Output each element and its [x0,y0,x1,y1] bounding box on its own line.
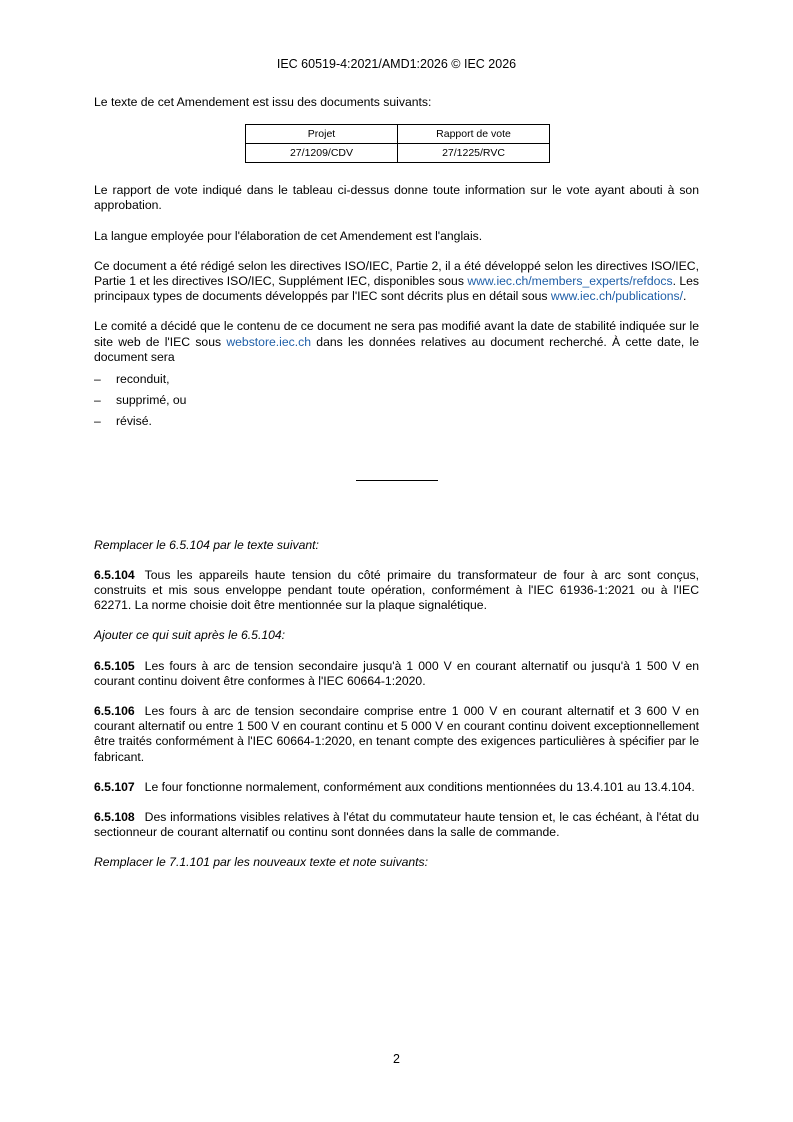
clause-number: 6.5.105 [94,658,135,673]
vote-table [245,124,550,163]
clause-number: 6.5.107 [94,779,135,794]
refdocs-link[interactable]: www.iec.ch/members_experts/refdocs [467,274,673,289]
intro-paragraph: Le texte de cet Amendement est issu des documents suivants: [94,95,432,109]
page-header: IEC 60519-4:2021/AMD1:2026 © IEC 2026 [276,57,517,71]
dash-marker: – [94,414,101,429]
list-item [94,393,699,408]
stability-text: Le comité a décidé que le contenu de ce document ne sera pas modifié avant la date de stabilité indiquée sur le site web de l'IEC sous [94,319,699,349]
dash-list [94,372,699,430]
directives-text: . Les principaux types de documents développés par l'IEC sont décrits plus en détail sous [94,274,699,304]
vote-table-header-cell: Projet [246,125,398,144]
instruction-replace-6-5-104: Remplacer le 6.5.104 par le texte suivant: [94,537,319,552]
clause-text: Les fours à arc de tension secondaire jusqu'à 1 000 V en courant alternatif ou jusqu'à 1 500 V en courant continu doivent être conformes à l'IEC 60664-1:2020. [94,658,699,688]
list-item-text: supprimé, ou [116,393,187,408]
document-body [94,95,699,871]
instruction-add-after-6-5-104: Ajouter ce qui suit après le 6.5.104: [94,628,286,643]
clause-text: Les fours à arc de tension secondaire comprise entre 1 000 V en courant alternatif et 3 600 V en courant alternatif ou entre 1 500 V en courant continu et 5 000 V en courant continu doivent exceptionnellement être traités conformément à l'IEC 60664-1:2020, en tenant compte des exigences particulières à spécifier par le fabricant. [94,704,699,764]
publications-link[interactable]: www.iec.ch/publications/ [550,289,684,304]
directives-text: Ce document a été rédigé selon les directives ISO/IEC, Partie 2, il a été développé selon les directives ISO/IEC, Partie 1 et les directives ISO/IEC, Supplément IEC, disponibles sous [94,258,699,289]
webstore-link[interactable]: webstore.iec.ch [226,334,312,349]
instruction-replace-7-1-101: Remplacer le 7.1.101 par les nouveaux texte et note suivants: [94,855,429,870]
list-item-text: révisé. [116,414,152,429]
clause-6-5-107 [94,780,699,795]
directives-paragraph [94,259,699,305]
clause-number: 6.5.106 [94,704,135,719]
list-item [94,414,699,429]
clause-text: Des informations visibles relatives à l'état du commutateur haute tension et, le cas échéant, à l'état du sectionneur de courant alternatif ou continu sont données dans la salle de commande. [94,810,699,840]
clause-6-5-108 [94,810,699,840]
clause-number: 6.5.104 [94,567,135,582]
vote-table-header-cell: Rapport de vote [398,125,550,144]
dash-marker: – [94,393,101,408]
clause-6-5-105 [94,659,699,689]
page-number: 2 [393,1052,400,1066]
vote-report-paragraph: Le rapport de vote indiqué dans le tableau ci-dessus donne toute information sur le vote ayant abouti à son approbation. [94,183,699,213]
vote-table-cell: 27/1209/CDV [246,144,398,163]
list-item [94,372,699,387]
stability-paragraph [94,319,699,365]
vote-table-cell: 27/1225/RVC [398,144,550,163]
separator-line [356,480,438,481]
directives-text: . [683,289,687,304]
clause-text: Le four fonctionne normalement, conformément aux conditions mentionnées du 13.4.101 au 13.4.104. [144,779,695,794]
stability-text: dans les données relatives au document recherché. À cette date, le document sera [94,334,699,364]
clause-number: 6.5.108 [94,810,135,825]
vote-table-header-row [246,125,550,144]
vote-table-row [246,144,550,163]
clause-6-5-104 [94,568,699,614]
clause-text: Tous les appareils haute tension du côté primaire du transformateur de four à arc sont conçus, construits et mis sous enveloppe pendant toute opération, conformément à l'IEC 61936-1:2021 ou à l'IEC 62271. La norme choisie doit être mentionnée sur la plaque signalétique. [94,567,699,613]
clause-6-5-106 [94,704,699,765]
dash-marker: – [94,372,101,387]
language-paragraph: La langue employée pour l'élaboration de cet Amendement est l'anglais. [94,228,483,243]
list-item-text: reconduit, [116,372,170,387]
